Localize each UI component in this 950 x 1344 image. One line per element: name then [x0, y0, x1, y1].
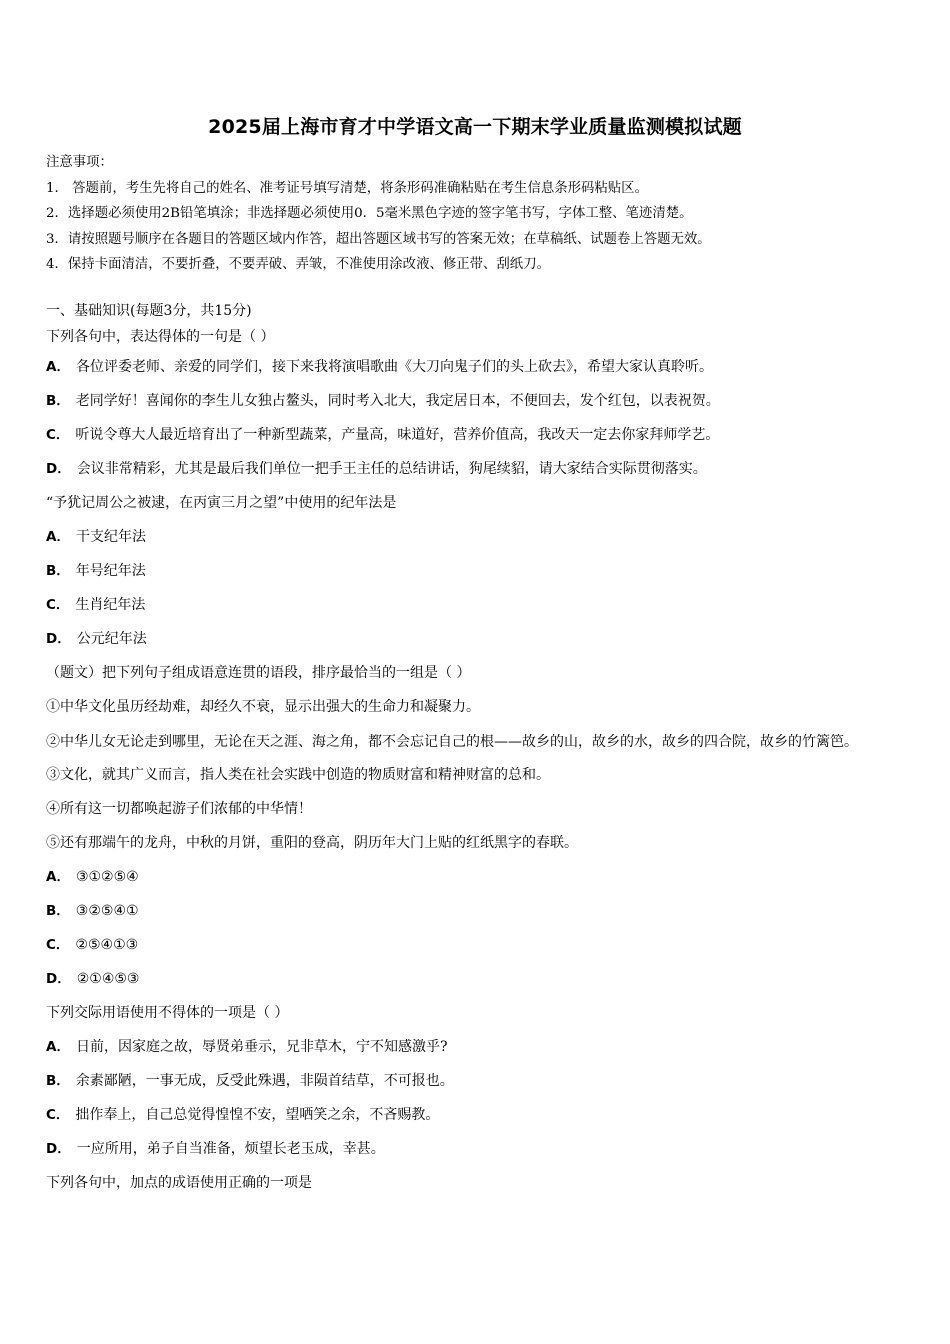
question-4-option [46, 1068, 926, 1102]
option-text: ③②⑤④① [75, 903, 139, 919]
question-3-option [46, 864, 926, 898]
question-5-stem: 下列各句中，加点的成语使用正确的一项是 [46, 1175, 312, 1191]
option-text: ②⑤④①③ [75, 937, 139, 953]
option-letter: C． [46, 937, 70, 953]
question-3-option [46, 966, 926, 1000]
question-2-option [46, 524, 926, 558]
question-2-option [46, 558, 926, 592]
question-1-option [46, 388, 926, 422]
question-3-sentence: ③文化，就其广义而言，指人类在社会实践中创造的物质财富和精神财富的总和。 [46, 767, 550, 783]
notice-item: 1． 答题前，考生先将自己的姓名、准考证号填写清楚，将条形码准确粘贴在考生信息条形码粘贴区。 [46, 180, 648, 196]
notice-item: 4．保持卡面清洁，不要折叠，不要弄破、弄皱，不准使用涂改液、修正带、刮纸刀。 [46, 257, 550, 272]
question-2-option [46, 626, 926, 660]
option-letter: A． [46, 359, 70, 375]
section-heading: 一、基础知识(每题3分，共15分) [46, 303, 252, 319]
question-3-option [46, 932, 926, 966]
question-3-sentence: ④所有这一切都唤起游子们浓郁的中华情！ [46, 801, 312, 817]
option-letter: D． [46, 971, 71, 987]
questions [46, 298, 926, 1204]
question-4-option [46, 1136, 926, 1170]
option-letter: A． [46, 1039, 70, 1055]
option-text: 会议非常精彩，尤其是最后我们单位一把手王主任的总结讲话，狗尾续貂，请大家结合实际贯彻落实。 [76, 461, 707, 477]
question-3-sentence: ①中华文化虽历经劫难，却经久不衰，显示出强大的生命力和凝聚力。 [46, 699, 480, 715]
option-letter: D． [46, 461, 71, 477]
option-letter: B． [46, 563, 70, 579]
option-letter: D． [46, 631, 71, 647]
option-text: 老同学好！喜闻你的李生儿女独占鳌头，同时考入北大，我定居日本，不便回去，发个红包，以表祝贺。 [75, 393, 720, 409]
option-letter: B． [46, 393, 70, 409]
question-1-stem: 下列各句中，表达得体的一句是（ ） [46, 329, 275, 345]
option-letter: A． [46, 869, 70, 885]
option-text: ③①②⑤④ [75, 869, 139, 885]
question-3-sentence: ②中华儿女无论走到哪里，无论在天之涯、海之角，都不会忘记自己的根——故乡的山，故乡的水，故乡的四合院，故乡的竹篱笆。 [46, 734, 858, 750]
option-letter: B． [46, 903, 70, 919]
question-2-stem: “予犹记周公之被逮，在丙寅三月之望”中使用的纪年法是 [46, 495, 397, 511]
option-text: 听说令尊大人最近培育出了一种新型蔬菜，产量高，味道好，营养价值高，我改天一定去你家拜师学艺。 [75, 427, 720, 443]
notice-heading: 注意事项： [46, 155, 113, 170]
option-text: 一应所用，弟子自当准备，烦望长老玉成，幸甚。 [76, 1141, 385, 1157]
option-letter: A． [46, 529, 70, 545]
question-1-option [46, 354, 926, 388]
option-letter: D． [46, 1141, 71, 1157]
question-4-stem: 下列交际用语使用不得体的一项是（ ） [46, 1005, 289, 1021]
question-3-option [46, 898, 926, 932]
question-3-stem: （题文）把下列句子组成语意连贯的语段，排序最恰当的一组是（ ） [46, 665, 471, 681]
option-text: 年号纪年法 [75, 563, 146, 579]
question-4-option [46, 1034, 926, 1068]
question-1-option [46, 456, 926, 490]
question-1-option [46, 422, 926, 456]
notice-block [46, 150, 916, 278]
page-title: 2025届上海市育才中学语文高一下期末学业质量监测模拟试题 [208, 116, 742, 138]
option-text: 日前，因家庭之故，辱贤弟垂示，兄非草木，宁不知感激乎? [75, 1039, 448, 1055]
option-text: 公元纪年法 [76, 631, 147, 647]
option-text: 拙作奉上，自己总觉得惶惶不安，望哂笑之余，不吝赐教。 [75, 1107, 440, 1123]
option-letter: C． [46, 1107, 70, 1123]
option-letter: C． [46, 427, 70, 443]
option-letter: B． [46, 1073, 70, 1089]
question-4-option [46, 1102, 926, 1136]
option-text: ②①④⑤③ [76, 971, 140, 987]
notice-item: 2．选择题必须使用2B铅笔填涂；非选择题必须使用0．5毫米黑色字迹的签字笔书写，字体工整、笔迹清楚。 [46, 206, 693, 221]
question-3-sentence: ⑤还有那端午的龙舟，中秋的月饼，重阳的登高，阴历年大门上贴的红纸黑字的春联。 [46, 835, 578, 851]
option-letter: C． [46, 597, 70, 613]
option-text: 各位评委老师、亲爱的同学们，接下来我将演唱歌曲《大刀向鬼子们的头上砍去》，希望大家认真聆听。 [75, 359, 713, 375]
notice-item: 3．请按照题号顺序在各题目的答题区域内作答，超出答题区域书写的答案无效；在草稿纸、试题卷上答题无效。 [46, 231, 711, 247]
option-text: 余素鄙陋，一事无成，反受此殊遇，非陨首结草，不可报也。 [75, 1073, 454, 1089]
question-2-option [46, 592, 926, 626]
option-text: 生肖纪年法 [75, 597, 146, 613]
option-text: 干支纪年法 [75, 529, 146, 545]
